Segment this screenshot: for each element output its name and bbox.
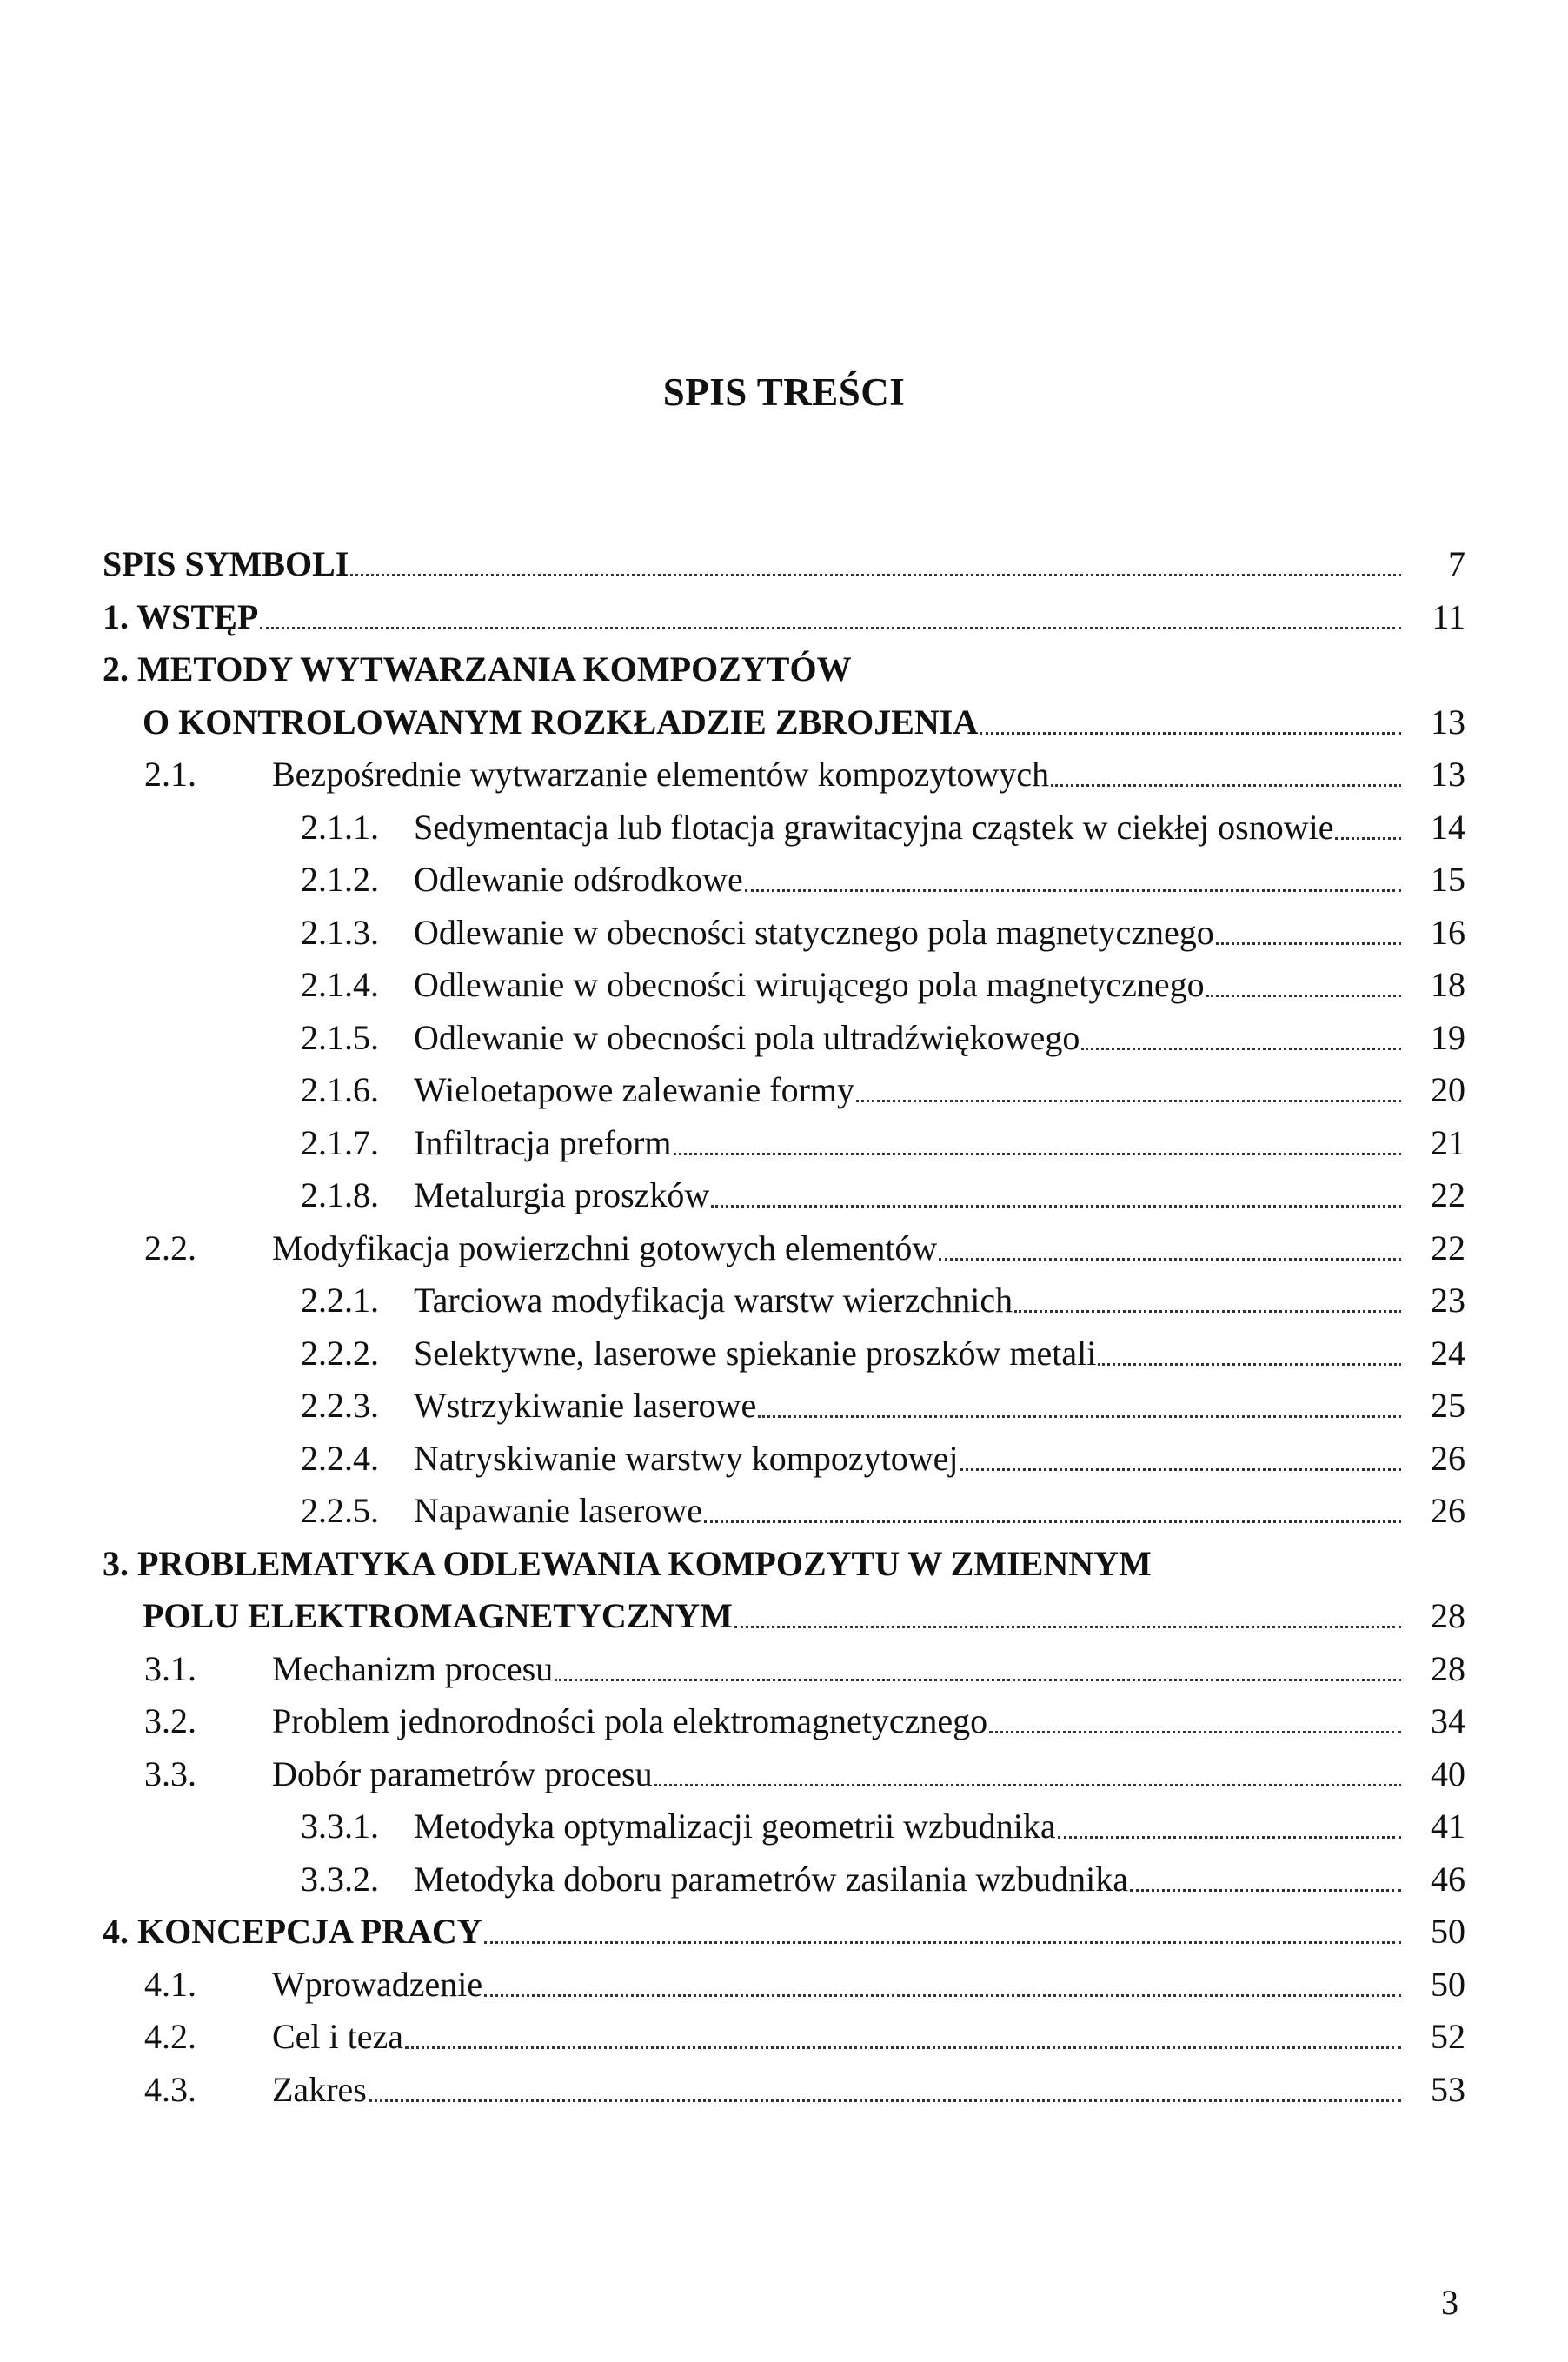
toc-entry-label: Mechanizm procesu xyxy=(272,1648,554,1688)
toc-leader-dots xyxy=(1206,995,1401,997)
toc-entry-page: 11 xyxy=(1432,596,1465,636)
toc-leader-dots xyxy=(350,574,1401,576)
toc-entry-page: 22 xyxy=(1431,1228,1465,1267)
toc-leader-dots xyxy=(856,1100,1401,1102)
toc-entry-number: 2.2. xyxy=(144,1228,196,1267)
toc-entry xyxy=(103,953,1465,1005)
toc-entry xyxy=(103,585,1465,637)
toc-entry-number: 2.2.3. xyxy=(301,1386,379,1425)
toc-entry xyxy=(103,848,1465,900)
toc-entry xyxy=(103,1111,1465,1163)
toc-entry-label: Zakres xyxy=(272,2069,367,2109)
toc-entry xyxy=(103,742,1465,795)
toc-leader-dots xyxy=(745,889,1401,892)
toc-entry xyxy=(103,1742,1465,1794)
toc-entry-number: 3.1. xyxy=(144,1648,196,1688)
toc-entry-label: 4. KONCEPCJA PRACY xyxy=(103,1912,482,1951)
toc-entry-page: 13 xyxy=(1431,702,1465,742)
toc-entry-number: 2.1.8. xyxy=(301,1175,379,1214)
toc-entry-label: Metalurgia proszków xyxy=(414,1175,710,1214)
toc-entry-label: SPIS SYMBOLI xyxy=(103,544,349,583)
toc-entry-page: 46 xyxy=(1431,1859,1465,1899)
toc-leader-dots xyxy=(1051,784,1401,787)
toc-entry-number: 2.2.5. xyxy=(301,1491,379,1530)
toc-leader-dots xyxy=(1130,1889,1401,1892)
toc-entry-label: Natryskiwanie warstwy kompozytowej xyxy=(414,1438,959,1478)
toc-entry-page: 52 xyxy=(1431,2017,1465,2056)
toc-entry xyxy=(103,901,1465,953)
toc-entry-label: Wstrzykiwanie laserowe xyxy=(414,1386,757,1425)
toc-entry-page: 34 xyxy=(1431,1701,1465,1740)
toc-entry xyxy=(103,1268,1465,1321)
toc-entry-page: 13 xyxy=(1431,755,1465,794)
toc-leader-dots xyxy=(555,1679,1401,1681)
toc-leader-dots xyxy=(1216,942,1401,945)
toc-entry-label: 3. PROBLEMATYKA ODLEWANIA KOMPOZYTU W ZMIENNYM xyxy=(103,1543,1152,1583)
page-number: 3 xyxy=(1441,2283,1458,2322)
toc-entry-label: Napawanie laserowe xyxy=(414,1491,703,1530)
toc-entry-label: Odlewanie odśrodkowe xyxy=(414,860,743,899)
toc-entry-number: 2.1.2. xyxy=(301,860,379,899)
toc-leader-dots xyxy=(405,2046,1401,2049)
toc-entry-number: 2.1. xyxy=(144,755,196,794)
toc-entry-page: 24 xyxy=(1431,1333,1465,1373)
toc-leader-dots xyxy=(484,1994,1401,1997)
toc-leader-dots xyxy=(734,1626,1401,1628)
toc-entry xyxy=(103,1953,1465,2005)
toc-entry-number: 2.1.1. xyxy=(301,807,379,847)
toc-leader-dots xyxy=(960,1468,1401,1471)
toc-entry xyxy=(103,1006,1465,1058)
toc-leader-dots xyxy=(1098,1363,1401,1366)
toc-entry-page: 22 xyxy=(1431,1175,1465,1214)
toc-entry-label: Cel i teza xyxy=(272,2017,404,2056)
toc-leader-dots xyxy=(939,1258,1401,1261)
toc-entry-label: Metodyka optymalizacji geometrii wzbudnika xyxy=(414,1806,1056,1846)
toc-entry-number: 2.2.4. xyxy=(301,1438,379,1478)
toc-entry-number: 3.3.1. xyxy=(301,1806,379,1846)
toc-entry-page: 16 xyxy=(1431,912,1465,952)
toc-entry-number: 3.3. xyxy=(144,1753,196,1793)
toc-entry-page: 40 xyxy=(1431,1753,1465,1793)
toc-entry-page: 26 xyxy=(1431,1491,1465,1530)
toc-entry xyxy=(103,1374,1465,1426)
toc-entry-label: Sedymentacja lub flotacja grawitacyjna cząstek w ciekłej osnowie xyxy=(414,807,1334,847)
toc-entry-number: 2.1.4. xyxy=(301,965,379,1004)
toc-entry xyxy=(103,1058,1465,1110)
toc-entry-page: 19 xyxy=(1431,1017,1465,1057)
toc-entry xyxy=(103,1321,1465,1374)
toc-entry xyxy=(103,795,1465,848)
toc-entry-label: O KONTROLOWANYM ROZKŁADZIE ZBROJENIA xyxy=(143,702,979,742)
toc-entry xyxy=(103,1847,1465,1900)
toc-leader-dots xyxy=(758,1415,1401,1418)
toc-entry-label: Tarciowa modyfikacja warstw wierzchnich xyxy=(414,1281,1013,1320)
toc-entry xyxy=(103,1900,1465,1952)
toc-entry-page: 28 xyxy=(1431,1648,1465,1688)
toc-leader-dots xyxy=(1335,837,1401,840)
toc-entry-label: POLU ELEKTROMAGNETYCZNYM xyxy=(143,1596,733,1635)
toc-entry-page: 15 xyxy=(1431,860,1465,899)
toc-entry xyxy=(103,1689,1465,1741)
toc-entry-label: Problem jednorodności pola elektromagnetycznego xyxy=(272,1701,988,1740)
toc-entry xyxy=(103,1532,1465,1584)
toc-entry-label: Metodyka doboru parametrów zasilania wzbudnika xyxy=(414,1859,1128,1899)
toc-leader-dots xyxy=(711,1205,1401,1208)
toc-entry-label: 2. METODY WYTWARZANIA KOMPOZYTÓW xyxy=(103,649,852,689)
toc-entry-page: 21 xyxy=(1431,1122,1465,1162)
toc-leader-dots xyxy=(1081,1048,1401,1050)
toc-entry xyxy=(103,1637,1465,1689)
toc-leader-dots xyxy=(989,1731,1401,1733)
toc-entry-label: Odlewanie w obecności statycznego pola magnetycznego xyxy=(414,912,1214,952)
toc-entry-number: 3.3.2. xyxy=(301,1859,379,1899)
toc-entry-page: 53 xyxy=(1431,2069,1465,2109)
toc-entry-page: 18 xyxy=(1431,965,1465,1004)
toc-entry-number: 4.2. xyxy=(144,2017,196,2056)
toc-entry-label: 1. WSTĘP xyxy=(103,596,259,636)
toc-leader-dots xyxy=(674,1153,1401,1155)
toc-entry-number: 2.2.1. xyxy=(301,1281,379,1320)
toc-entry-number: 2.1.5. xyxy=(301,1017,379,1057)
toc-entry-label: Wieloetapowe zalewanie formy xyxy=(414,1070,855,1109)
toc-entry xyxy=(103,690,1465,742)
toc-entry-number: 2.1.6. xyxy=(301,1070,379,1109)
toc-entry xyxy=(103,2005,1465,2057)
toc-entry-page: 41 xyxy=(1431,1806,1465,1846)
toc-entry-page: 25 xyxy=(1431,1386,1465,1425)
toc-entry-label: Dobór parametrów procesu xyxy=(272,1753,653,1793)
toc-entry-label: Selektywne, laserowe spiekanie proszków metali xyxy=(414,1333,1097,1373)
toc-entry-number: 2.1.7. xyxy=(301,1122,379,1162)
toc-leader-dots xyxy=(369,2099,1401,2102)
toc-leader-dots xyxy=(484,1941,1401,1944)
toc-entry-page: 28 xyxy=(1431,1596,1465,1635)
toc-entry-label: Odlewanie w obecności pola ultradźwiękowego xyxy=(414,1017,1080,1057)
toc-entry xyxy=(103,1794,1465,1846)
toc-leader-dots xyxy=(980,732,1401,735)
toc-entry xyxy=(103,1584,1465,1636)
toc-entry-number: 2.2.2. xyxy=(301,1333,379,1373)
toc-entry-page: 23 xyxy=(1431,1281,1465,1320)
toc-entry xyxy=(103,1427,1465,1479)
toc-entry-label: Modyfikacja powierzchni gotowych elementów xyxy=(272,1228,938,1267)
toc-entry xyxy=(103,1479,1465,1531)
toc-entry-page: 50 xyxy=(1431,1912,1465,1951)
toc-leader-dots xyxy=(1014,1310,1401,1313)
page-title: SPIS TREŚCI xyxy=(662,370,906,414)
toc-entry xyxy=(103,1216,1465,1268)
toc-leader-dots xyxy=(1058,1836,1401,1839)
toc-entry xyxy=(103,532,1465,584)
toc-entry-number: 2.1.3. xyxy=(301,912,379,952)
toc-entry-page: 26 xyxy=(1431,1438,1465,1478)
toc-leader-dots xyxy=(704,1520,1401,1523)
toc-entry-page: 14 xyxy=(1431,807,1465,847)
toc-entry xyxy=(103,1163,1465,1215)
toc-entry xyxy=(103,2058,1465,2110)
toc-entry-label: Odlewanie w obecności wirującego pola magnetycznego xyxy=(414,965,1205,1004)
toc-entry-page: 20 xyxy=(1431,1070,1465,1109)
toc-entry-label: Bezpośrednie wytwarzanie elementów kompozytowych xyxy=(272,755,1050,794)
toc-entry-page: 50 xyxy=(1431,1964,1465,2004)
toc-entry-page: 7 xyxy=(1448,544,1465,583)
toc-entry xyxy=(103,637,1465,689)
toc-entry-number: 4.3. xyxy=(144,2069,196,2109)
toc-leader-dots xyxy=(260,627,1401,629)
toc-entry-label: Wprowadzenie xyxy=(272,1964,483,2004)
toc-entry-number: 4.1. xyxy=(144,1964,196,2004)
toc-entry-label: Infiltracja preform xyxy=(414,1122,672,1162)
toc-leader-dots xyxy=(654,1784,1401,1786)
toc-entry-number: 3.2. xyxy=(144,1701,196,1740)
